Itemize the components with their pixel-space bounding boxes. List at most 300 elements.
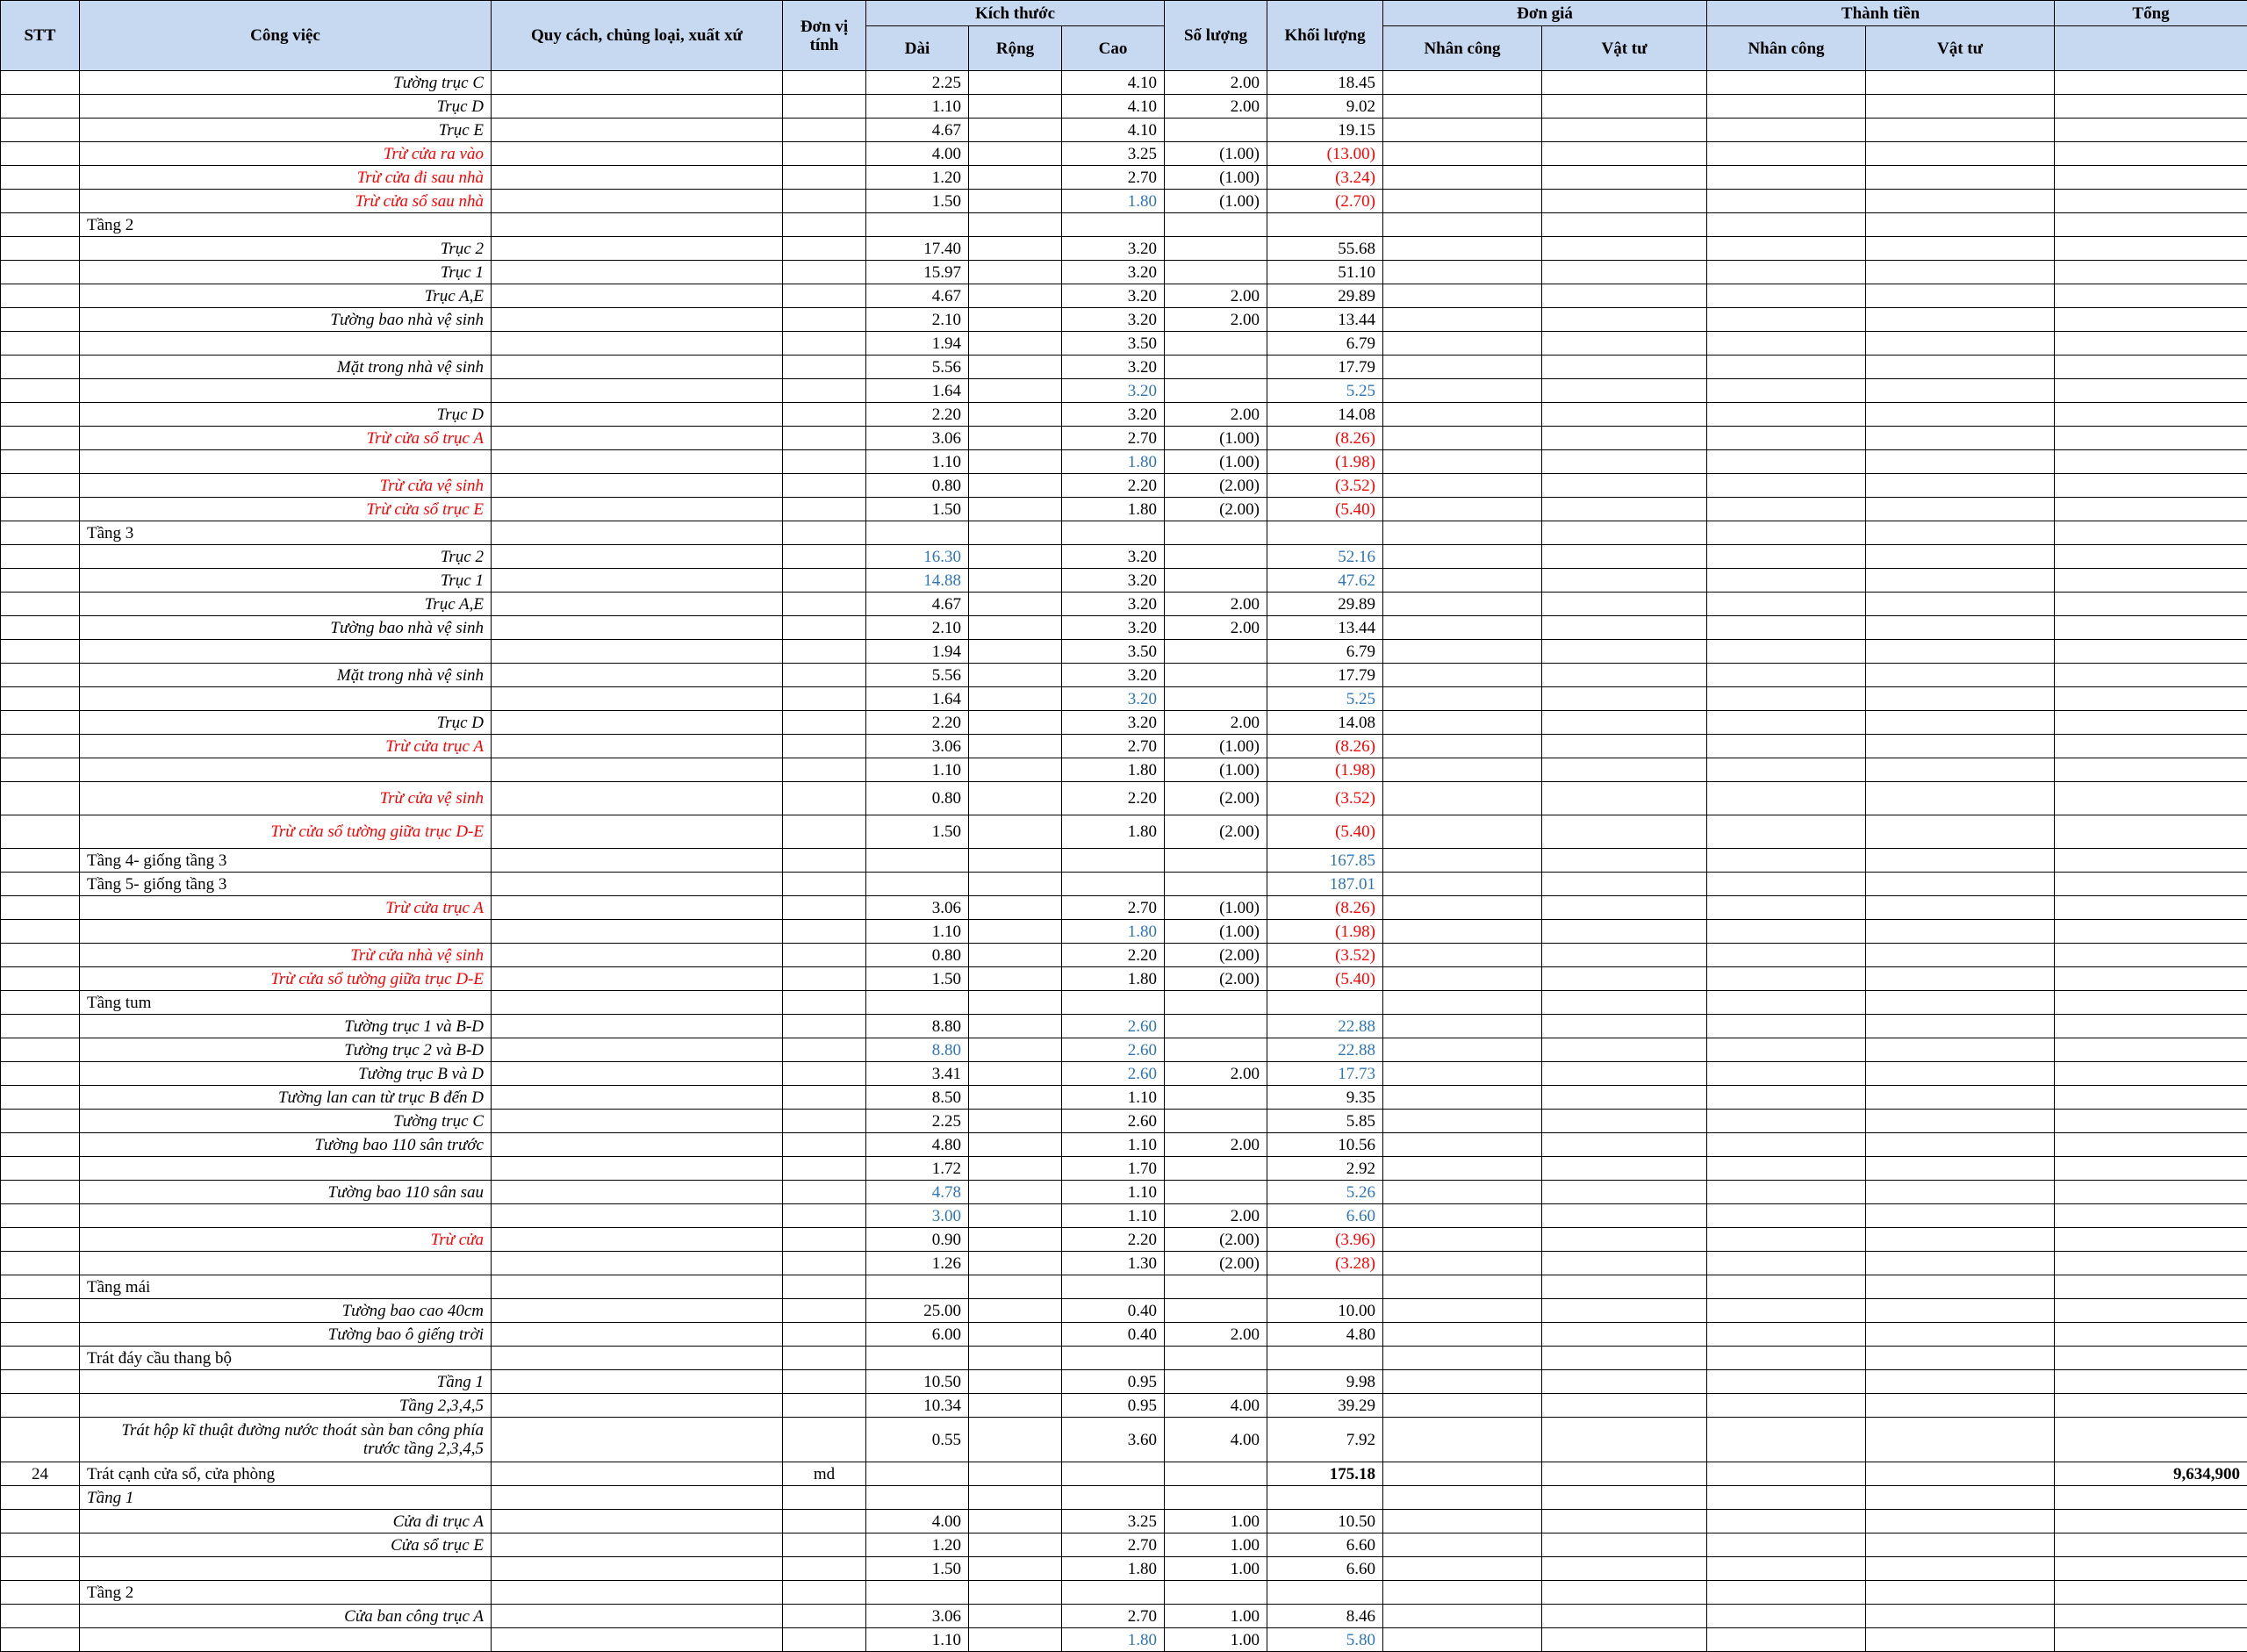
cell-thanh-tien-nhan-cong [1707,849,1866,873]
cell-quy-cach [492,1015,783,1038]
cell-cao [1062,1486,1165,1510]
cell-khoi-luong: 51.10 [1267,261,1383,284]
cell-dai: 2.25 [866,71,969,95]
cell-don-vi [783,1347,866,1370]
header-stt: STT [1,1,80,71]
cell-thanh-tien-nhan-cong [1707,1015,1866,1038]
cell-tong [2055,1605,2247,1628]
cell-don-vi [783,1015,866,1038]
cell-cong-viec: Cửa sổ trục E [80,1533,492,1557]
table-row [1,1323,2247,1347]
cell-quy-cach [492,261,783,284]
cell-rong [969,967,1062,991]
cell-dai: 4.80 [866,1133,969,1157]
cell-thanh-tien-nhan-cong [1707,944,1866,967]
cell-cong-viec: Trừ cửa nhà vệ sinh [80,944,492,967]
cell-cao [1062,1275,1165,1299]
cell-dai: 1.72 [866,1157,969,1181]
cell-quy-cach [492,1533,783,1557]
cell-so-luong: 2.00 [1165,284,1267,308]
cell-cong-viec: Trừ cửa vệ sinh [80,782,492,815]
cell-thanh-tien-vat-tu [1866,308,2055,332]
cell-dai: 4.00 [866,1510,969,1533]
cell-tong [2055,284,2247,308]
cell-stt [1,593,80,616]
cell-don-vi [783,896,866,920]
cell-rong [969,427,1062,450]
cell-don-gia-nhan-cong [1383,873,1542,896]
cell-don-vi [783,782,866,815]
cell-stt [1,521,80,545]
cell-stt [1,450,80,474]
cell-cong-viec: Tường bao 110 sân trước [80,1133,492,1157]
cell-thanh-tien-vat-tu [1866,1486,2055,1510]
table-row [1,1204,2247,1228]
cell-quy-cach [492,1557,783,1581]
cell-tong [2055,687,2247,711]
cell-khoi-luong: 6.60 [1267,1557,1383,1581]
cell-don-vi [783,1157,866,1181]
cell-don-vi [783,119,866,142]
cell-cao: 3.20 [1062,308,1165,332]
cell-so-luong: 2.00 [1165,403,1267,427]
cell-so-luong: 4.00 [1165,1418,1267,1462]
cell-dai: 4.78 [866,1181,969,1204]
cell-so-luong [1165,1038,1267,1062]
cell-stt [1,1252,80,1275]
cell-rong [969,944,1062,967]
cell-rong [969,616,1062,640]
cell-cong-viec: Tường lan can từ trục B đến D [80,1086,492,1110]
table-row [1,119,2247,142]
cell-dai: 2.25 [866,1110,969,1133]
cell-khoi-luong: 175.18 [1267,1462,1383,1486]
cell-cao: 0.95 [1062,1370,1165,1394]
cell-don-gia-vat-tu [1542,1038,1707,1062]
cell-don-vi [783,1275,866,1299]
cell-don-gia-nhan-cong [1383,782,1542,815]
cell-stt [1,569,80,593]
cell-don-vi [783,569,866,593]
table-row [1,569,2247,593]
cell-thanh-tien-nhan-cong [1707,782,1866,815]
cell-quy-cach [492,815,783,849]
table-row [1,944,2247,967]
cell-khoi-luong: 14.08 [1267,711,1383,735]
cell-rong [969,711,1062,735]
cell-don-vi [783,450,866,474]
cell-thanh-tien-nhan-cong [1707,616,1866,640]
cell-cong-viec: Trục 1 [80,569,492,593]
cell-cao: 0.95 [1062,1394,1165,1418]
cell-don-vi [783,1581,866,1605]
cell-thanh-tien-nhan-cong [1707,1486,1866,1510]
cell-quy-cach [492,379,783,403]
cell-stt [1,1133,80,1157]
cell-rong [969,1533,1062,1557]
cell-dai: 4.00 [866,142,969,166]
cell-stt [1,1204,80,1228]
cell-don-gia-vat-tu [1542,1204,1707,1228]
cell-so-luong [1165,379,1267,403]
cell-quy-cach [492,1462,783,1486]
cell-thanh-tien-vat-tu [1866,190,2055,213]
cell-stt [1,1062,80,1086]
table-row [1,920,2247,944]
table-row [1,1581,2247,1605]
cell-don-gia-vat-tu [1542,1299,1707,1323]
cell-cao: 3.20 [1062,379,1165,403]
cell-cong-viec: Tường bao nhà vệ sinh [80,616,492,640]
header-cao: Cao [1062,26,1165,71]
cell-so-luong [1165,640,1267,664]
cell-khoi-luong: (1.98) [1267,758,1383,782]
cell-dai: 0.90 [866,1228,969,1252]
cell-rong [969,308,1062,332]
cell-so-luong [1165,261,1267,284]
cell-dai: 1.20 [866,1533,969,1557]
cell-dai: 17.40 [866,237,969,261]
cell-so-luong [1165,1370,1267,1394]
cell-khoi-luong: 10.00 [1267,1299,1383,1323]
cell-quy-cach [492,1038,783,1062]
cell-cong-viec: Trục 2 [80,237,492,261]
cell-khoi-luong: 13.44 [1267,616,1383,640]
cell-stt [1,896,80,920]
cell-khoi-luong: (1.98) [1267,450,1383,474]
cell-don-gia-vat-tu [1542,1370,1707,1394]
cell-don-gia-nhan-cong [1383,1204,1542,1228]
cell-don-vi [783,1204,866,1228]
cell-rong [969,1062,1062,1086]
cell-don-gia-nhan-cong [1383,1062,1542,1086]
cell-dai [866,1347,969,1370]
cell-dai: 8.80 [866,1015,969,1038]
cell-khoi-luong: 9.35 [1267,1086,1383,1110]
cell-thanh-tien-vat-tu [1866,1275,2055,1299]
cell-rong [969,920,1062,944]
cell-khoi-luong: 4.80 [1267,1323,1383,1347]
cell-dai: 1.50 [866,498,969,521]
cell-rong [969,1394,1062,1418]
cell-khoi-luong: 9.02 [1267,95,1383,119]
cell-tong [2055,1557,2247,1581]
cell-thanh-tien-vat-tu [1866,1323,2055,1347]
cell-cao: 2.20 [1062,474,1165,498]
cell-thanh-tien-vat-tu [1866,1462,2055,1486]
cell-stt [1,1628,80,1652]
cell-so-luong: (1.00) [1165,166,1267,190]
cell-rong [969,735,1062,758]
cell-don-vi [783,521,866,545]
cell-thanh-tien-vat-tu [1866,735,2055,758]
header-don-gia-vat-tu: Vật tư [1542,26,1707,71]
cell-don-gia-nhan-cong [1383,1370,1542,1394]
cell-rong [969,166,1062,190]
cell-don-gia-nhan-cong [1383,687,1542,711]
cell-cong-viec: Trục A,E [80,593,492,616]
cell-don-gia-vat-tu [1542,521,1707,545]
cell-don-gia-nhan-cong [1383,1252,1542,1275]
cell-so-luong: 1.00 [1165,1605,1267,1628]
cell-cong-viec [80,450,492,474]
cell-quy-cach [492,521,783,545]
cell-don-gia-nhan-cong [1383,1581,1542,1605]
cell-don-gia-vat-tu [1542,142,1707,166]
cell-dai: 2.10 [866,616,969,640]
cell-khoi-luong: 22.88 [1267,1015,1383,1038]
cell-thanh-tien-vat-tu [1866,1228,2055,1252]
cell-don-vi [783,474,866,498]
cell-quy-cach [492,1086,783,1110]
cell-cao: 3.20 [1062,356,1165,379]
cell-thanh-tien-nhan-cong [1707,308,1866,332]
cell-thanh-tien-vat-tu [1866,1418,2055,1462]
cell-don-vi [783,967,866,991]
cell-stt [1,815,80,849]
cell-cao: 1.80 [1062,967,1165,991]
cell-so-luong [1165,1462,1267,1486]
cell-dai: 6.00 [866,1323,969,1347]
cell-rong [969,474,1062,498]
cell-don-gia-nhan-cong [1383,1015,1542,1038]
cell-quy-cach [492,1347,783,1370]
cell-khoi-luong: 2.92 [1267,1157,1383,1181]
cell-cong-viec: Tường bao nhà vệ sinh [80,308,492,332]
cell-rong [969,142,1062,166]
header-don-gia-nhan-cong: Nhân công [1383,26,1542,71]
cell-khoi-luong: 17.73 [1267,1062,1383,1086]
cell-stt [1,758,80,782]
cell-khoi-luong: (3.24) [1267,166,1383,190]
cell-dai: 14.88 [866,569,969,593]
cell-don-gia-nhan-cong [1383,450,1542,474]
cell-so-luong: 2.00 [1165,1133,1267,1157]
cell-cao: 1.10 [1062,1133,1165,1157]
cell-so-luong [1165,119,1267,142]
cell-don-vi [783,166,866,190]
cell-khoi-luong: 47.62 [1267,569,1383,593]
cell-so-luong: (2.00) [1165,782,1267,815]
cell-thanh-tien-nhan-cong [1707,1394,1866,1418]
cell-cong-viec [80,640,492,664]
cell-don-vi [783,1533,866,1557]
cell-thanh-tien-nhan-cong [1707,1347,1866,1370]
cell-tong [2055,379,2247,403]
cell-tong [2055,1347,2247,1370]
cell-cao: 3.20 [1062,687,1165,711]
cell-dai: 0.80 [866,944,969,967]
cell-stt [1,1110,80,1133]
header-thanh-tien-nhan-cong: Nhân công [1707,26,1866,71]
cell-cao: 1.10 [1062,1086,1165,1110]
cell-tong [2055,815,2247,849]
table-row [1,1086,2247,1110]
cell-thanh-tien-vat-tu [1866,545,2055,569]
cell-so-luong [1165,521,1267,545]
cell-cao: 1.70 [1062,1157,1165,1181]
cell-quy-cach [492,1581,783,1605]
table-row [1,450,2247,474]
cell-cong-viec: Tầng 2 [80,213,492,237]
cell-rong [969,1086,1062,1110]
cell-dai: 8.50 [866,1086,969,1110]
cell-don-gia-vat-tu [1542,991,1707,1015]
cell-stt [1,1394,80,1418]
cell-cong-viec [80,1557,492,1581]
cell-quy-cach [492,332,783,356]
cell-rong [969,1038,1062,1062]
cell-dai: 2.20 [866,711,969,735]
cell-dai [866,1462,969,1486]
cell-tong [2055,873,2247,896]
cell-thanh-tien-nhan-cong [1707,521,1866,545]
cell-stt [1,1370,80,1394]
cell-stt [1,1533,80,1557]
cell-so-luong [1165,1110,1267,1133]
cell-cao: 3.20 [1062,616,1165,640]
cell-don-vi [783,1557,866,1581]
cell-cao: 2.70 [1062,896,1165,920]
cell-tong [2055,1015,2247,1038]
cell-don-vi [783,687,866,711]
cell-thanh-tien-nhan-cong [1707,1157,1866,1181]
cell-khoi-luong: (13.00) [1267,142,1383,166]
cell-tong [2055,1418,2247,1462]
cell-so-luong [1165,1486,1267,1510]
cell-stt [1,1275,80,1299]
cell-don-gia-nhan-cong [1383,593,1542,616]
cell-so-luong: (2.00) [1165,474,1267,498]
cell-don-gia-vat-tu [1542,474,1707,498]
cell-tong [2055,498,2247,521]
cell-dai: 1.10 [866,758,969,782]
cell-cao: 3.20 [1062,237,1165,261]
cell-dai: 4.67 [866,284,969,308]
cell-rong [969,1510,1062,1533]
cell-don-vi [783,1418,866,1462]
cell-don-gia-nhan-cong [1383,1110,1542,1133]
cell-cong-viec: Trừ cửa [80,1228,492,1252]
cell-stt [1,356,80,379]
cell-cong-viec: Trục 1 [80,261,492,284]
cell-stt [1,379,80,403]
cell-don-gia-nhan-cong [1383,521,1542,545]
cell-khoi-luong: 29.89 [1267,284,1383,308]
cell-cao: 1.80 [1062,1628,1165,1652]
cell-quy-cach [492,1605,783,1628]
cell-thanh-tien-nhan-cong [1707,1062,1866,1086]
cell-cong-viec: Tường trục B và D [80,1062,492,1086]
cell-tong [2055,1510,2247,1533]
cell-tong [2055,593,2247,616]
cell-tong [2055,1275,2247,1299]
cell-cong-viec: Trừ cửa sổ tường giữa trục D-E [80,815,492,849]
cell-rong [969,1557,1062,1581]
cell-thanh-tien-nhan-cong [1707,142,1866,166]
cell-thanh-tien-vat-tu [1866,521,2055,545]
cell-don-vi [783,758,866,782]
cell-thanh-tien-nhan-cong [1707,1557,1866,1581]
cell-thanh-tien-vat-tu [1866,991,2055,1015]
cell-cong-viec: Tầng 3 [80,521,492,545]
cell-don-gia-nhan-cong [1383,71,1542,95]
cell-rong [969,332,1062,356]
cell-don-vi [783,95,866,119]
cell-dai: 5.56 [866,356,969,379]
cell-khoi-luong [1267,1347,1383,1370]
cell-khoi-luong: (1.98) [1267,920,1383,944]
table-row [1,474,2247,498]
cell-don-gia-vat-tu [1542,849,1707,873]
cell-tong [2055,1062,2247,1086]
cell-don-gia-vat-tu [1542,284,1707,308]
cell-cao: 1.10 [1062,1204,1165,1228]
cell-don-vi [783,1228,866,1252]
cell-stt [1,711,80,735]
cell-khoi-luong: 167.85 [1267,849,1383,873]
table-row [1,427,2247,450]
cell-don-gia-nhan-cong [1383,758,1542,782]
table-row [1,1418,2247,1462]
cell-so-luong: (1.00) [1165,142,1267,166]
cell-dai: 25.00 [866,1299,969,1323]
table-row [1,213,2247,237]
cell-tong [2055,1394,2247,1418]
cell-thanh-tien-vat-tu [1866,498,2055,521]
cell-cao: 1.80 [1062,450,1165,474]
cell-don-gia-nhan-cong [1383,545,1542,569]
cell-stt [1,213,80,237]
cell-don-vi [783,735,866,758]
cell-don-gia-vat-tu [1542,967,1707,991]
cell-don-vi [783,1252,866,1275]
cell-khoi-luong: (3.96) [1267,1228,1383,1252]
cell-cong-viec: Cửa đi trục A [80,1510,492,1533]
cell-so-luong: 1.00 [1165,1557,1267,1581]
cell-quy-cach [492,1323,783,1347]
cell-dai: 3.06 [866,1605,969,1628]
cell-so-luong [1165,1347,1267,1370]
cell-don-gia-vat-tu [1542,1110,1707,1133]
cell-thanh-tien-vat-tu [1866,782,2055,815]
cell-don-vi [783,142,866,166]
cell-quy-cach [492,1275,783,1299]
cell-don-gia-nhan-cong [1383,379,1542,403]
cell-don-gia-vat-tu [1542,403,1707,427]
cell-dai: 1.94 [866,640,969,664]
cell-stt [1,545,80,569]
cell-cao: 2.70 [1062,1533,1165,1557]
cell-khoi-luong: 8.46 [1267,1605,1383,1628]
cell-cao: 2.20 [1062,944,1165,967]
cell-thanh-tien-vat-tu [1866,664,2055,687]
cell-quy-cach [492,1181,783,1204]
cell-quy-cach [492,1299,783,1323]
cell-dai: 1.94 [866,332,969,356]
cell-cong-viec: Trừ cửa trục A [80,896,492,920]
cell-cao: 1.80 [1062,758,1165,782]
cell-don-gia-nhan-cong [1383,166,1542,190]
cell-cong-viec: Tầng 5- giống tầng 3 [80,873,492,896]
cell-don-gia-vat-tu [1542,1252,1707,1275]
cell-cong-viec: Trừ cửa sổ trục E [80,498,492,521]
cell-don-vi [783,1605,866,1628]
cell-quy-cach [492,190,783,213]
cell-cao: 3.50 [1062,332,1165,356]
cell-don-gia-nhan-cong [1383,119,1542,142]
cell-thanh-tien-nhan-cong [1707,967,1866,991]
